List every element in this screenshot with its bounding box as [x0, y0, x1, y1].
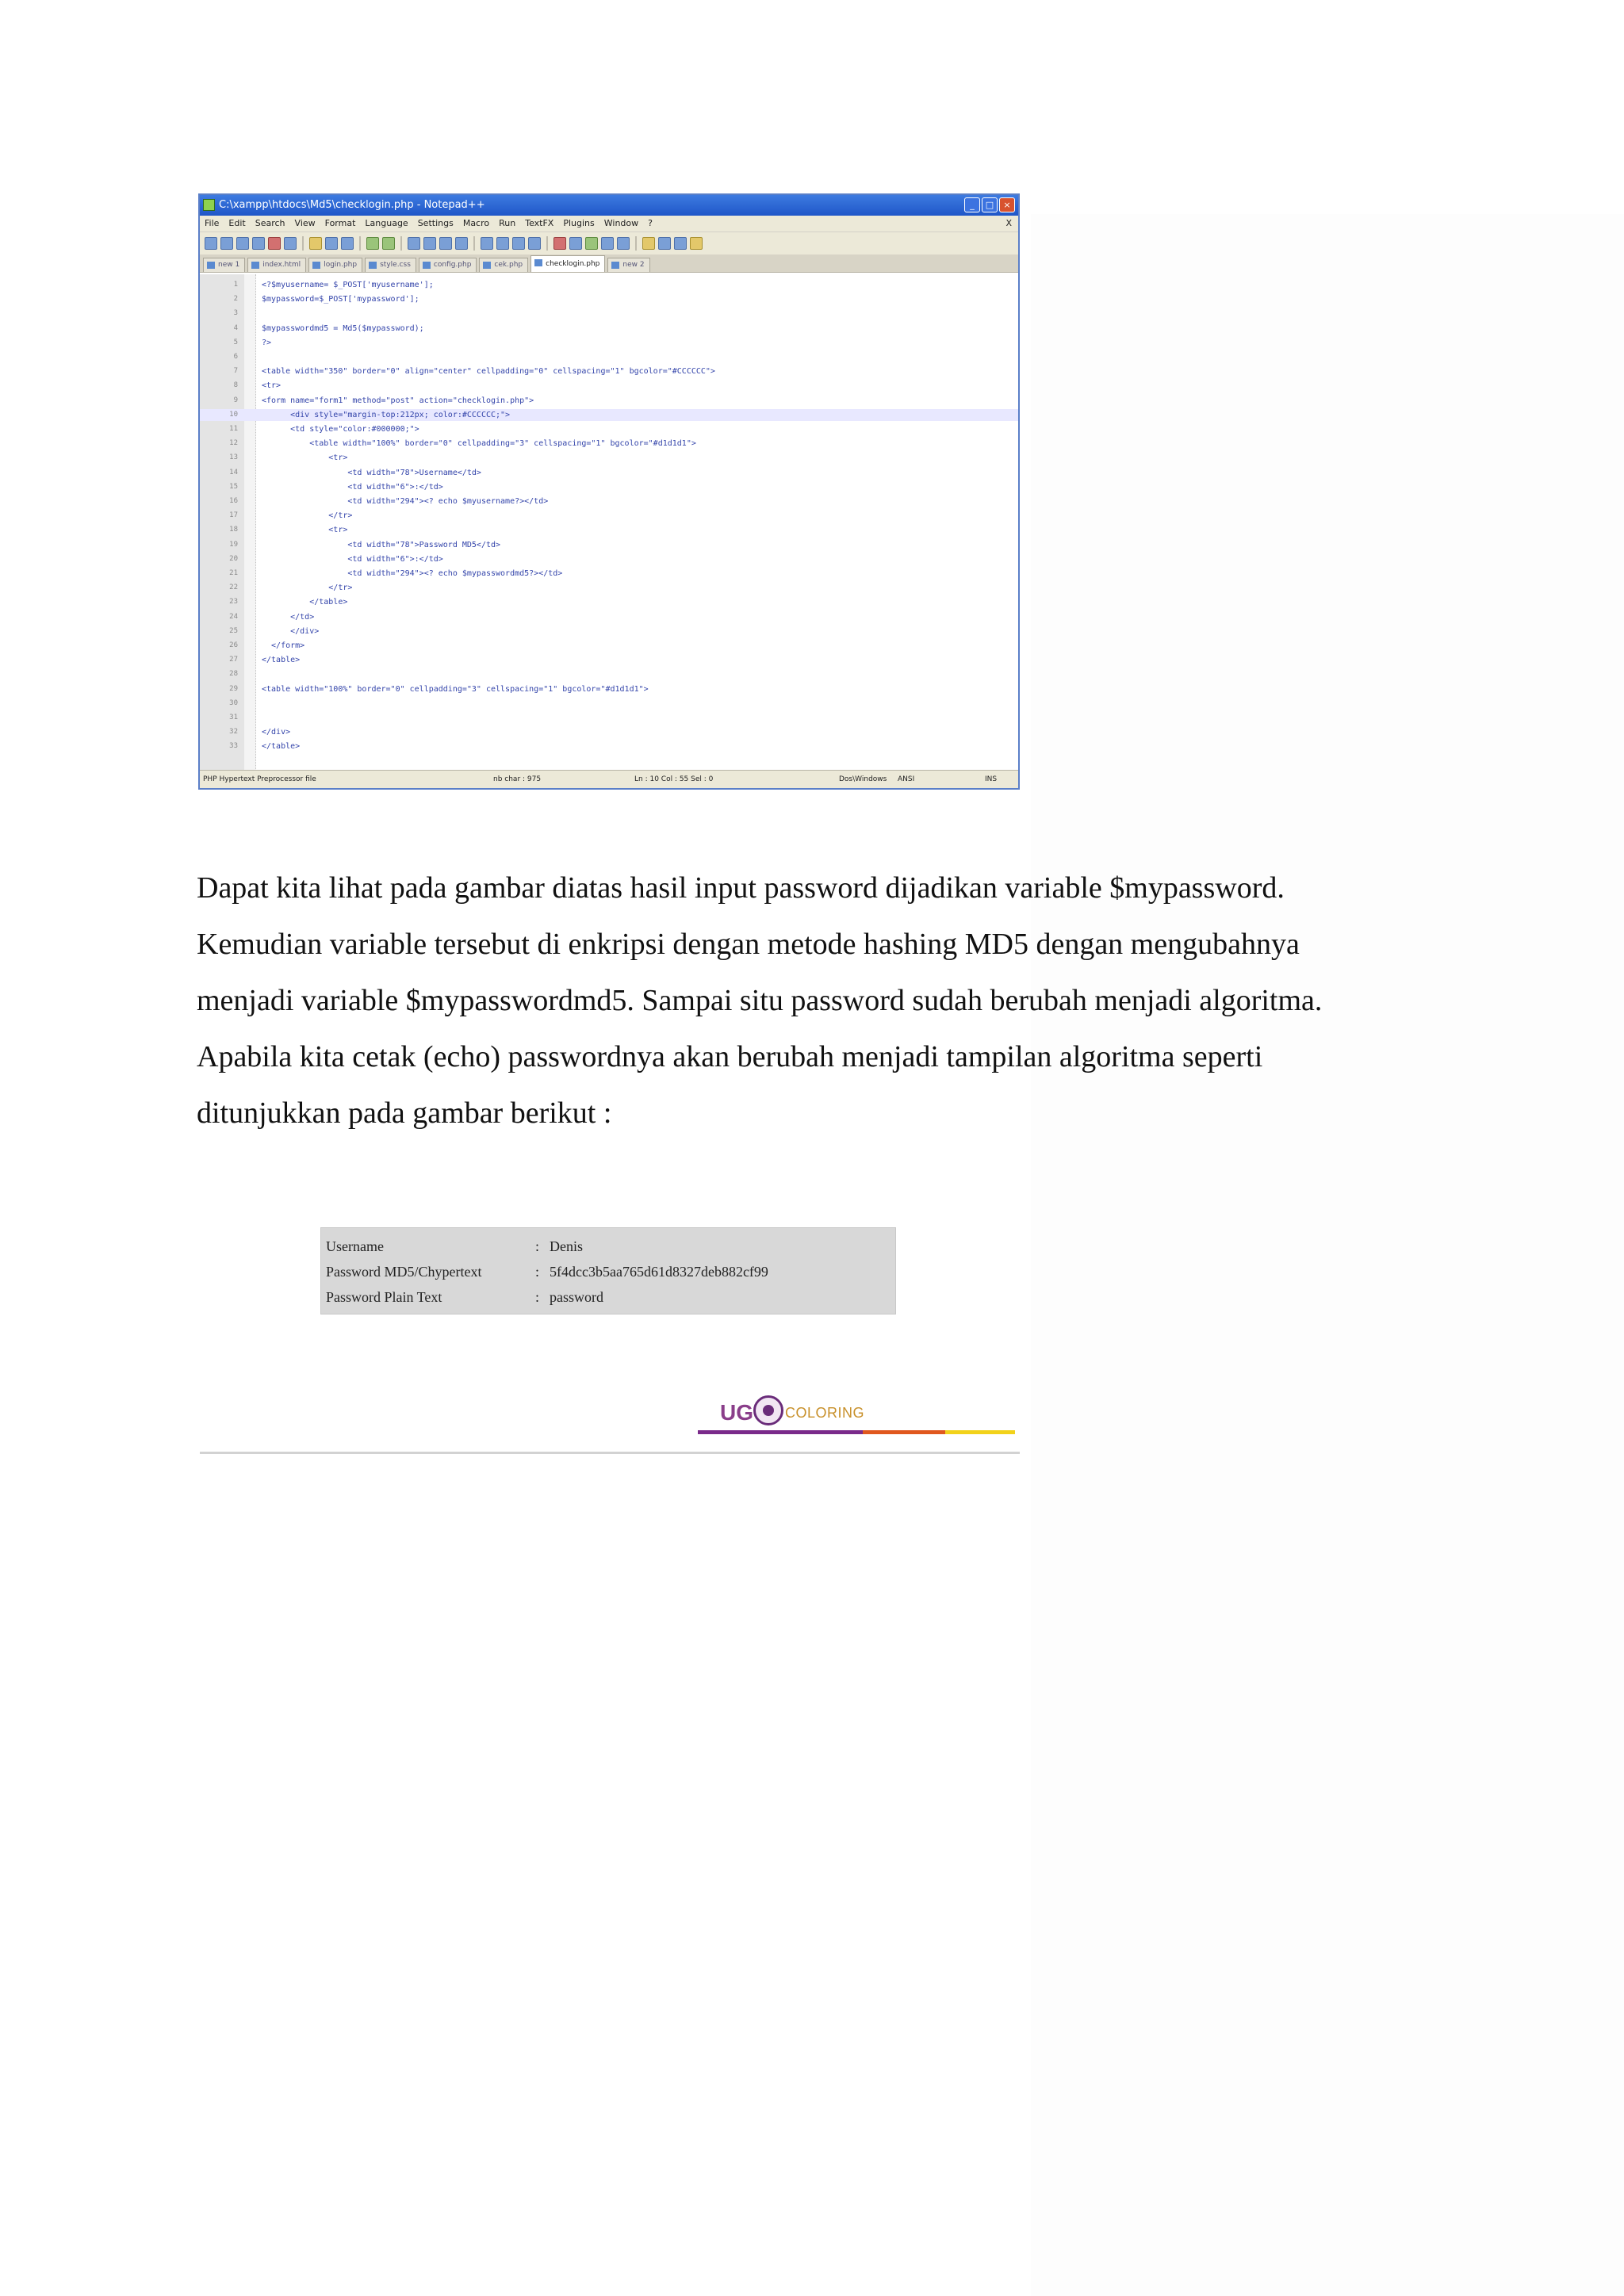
code-line — [200, 395, 1018, 407]
line-number: 28 — [229, 670, 238, 679]
file-tab[interactable]: login.php — [308, 258, 362, 272]
line-number: 18 — [229, 526, 238, 534]
menu-bar — [200, 216, 1018, 232]
menu-item[interactable]: Language — [365, 218, 408, 228]
code-text: <td width="78">Password MD5</td> — [262, 540, 501, 549]
code-line — [200, 726, 1018, 738]
code-text: </form> — [262, 641, 305, 650]
result-label: Username — [326, 1238, 384, 1254]
status-position: Ln : 10 Col : 55 Sel : 0 — [634, 775, 714, 783]
line-number: 32 — [229, 728, 238, 737]
code-line — [200, 740, 1018, 752]
code-line — [200, 323, 1018, 335]
new-file-icon[interactable] — [205, 237, 217, 250]
code-text: $mypasswordmd5 = Md5($mypassword); — [262, 323, 424, 333]
line-number: 15 — [229, 482, 238, 491]
code-line — [200, 380, 1018, 392]
line-number: 14 — [229, 468, 238, 476]
fold-margin — [244, 274, 256, 771]
footer-rule — [200, 1452, 1020, 1454]
code-line — [200, 553, 1018, 565]
code-text: <div style="margin-top:212px; color:#CCCCCC;"> — [262, 410, 511, 419]
line-number: 13 — [229, 453, 238, 462]
stop-macro-icon[interactable] — [569, 237, 582, 250]
line-number: 26 — [229, 641, 238, 649]
line-number: 31 — [229, 714, 238, 721]
find-icon[interactable] — [408, 237, 420, 250]
code-line — [200, 438, 1018, 450]
file-tab[interactable]: new 1 — [203, 258, 245, 272]
result-row — [321, 1285, 895, 1309]
code-line — [200, 640, 1018, 652]
maximize-icon[interactable]: □ — [982, 197, 998, 212]
save-macro-icon[interactable] — [617, 237, 630, 250]
doc-map-icon[interactable] — [674, 237, 687, 250]
notepad-app-icon — [203, 199, 215, 211]
line-number: 5 — [233, 338, 238, 346]
word-wrap-icon[interactable] — [496, 237, 509, 250]
open-file-icon[interactable] — [220, 237, 233, 250]
cut-icon[interactable] — [309, 237, 322, 250]
page-shade — [1031, 214, 1624, 2296]
undo-icon[interactable] — [366, 237, 379, 250]
result-table — [320, 1227, 896, 1314]
menu-item[interactable]: Search — [255, 218, 285, 228]
code-text: $mypassword=$_POST['mypassword']; — [262, 295, 419, 304]
line-number: 7 — [233, 367, 238, 376]
pin-icon[interactable] — [690, 237, 703, 250]
result-colon: : — [535, 1238, 540, 1254]
result-row — [321, 1260, 895, 1284]
line-number: 27 — [229, 656, 238, 664]
code-line — [200, 308, 1018, 320]
show-all-chars-icon[interactable] — [512, 237, 525, 250]
save-icon[interactable] — [236, 237, 249, 250]
code-line — [200, 351, 1018, 363]
file-tab[interactable]: config.php — [419, 258, 477, 272]
result-value: Denis — [550, 1238, 583, 1254]
line-number: 25 — [229, 626, 238, 635]
status-eol: Dos\Windows — [839, 775, 887, 783]
file-tab[interactable]: style.css — [365, 258, 416, 272]
logo-ug-text: UG — [720, 1400, 753, 1425]
window-title: C:\xampp\htdocs\Md5\checklogin.php - Notepad++ — [219, 199, 485, 211]
result-label: Password Plain Text — [326, 1289, 442, 1305]
code-line — [200, 698, 1018, 710]
menu-item[interactable]: Edit — [228, 218, 246, 228]
code-line — [200, 409, 1018, 421]
toolbar-separator — [473, 236, 475, 251]
zoom-in-icon[interactable] — [439, 237, 452, 250]
code-line — [200, 568, 1018, 580]
code-text: <td style="color:#000000;"> — [262, 425, 419, 434]
file-tab[interactable]: new 2 — [607, 258, 649, 272]
code-line — [200, 481, 1018, 493]
result-value: password — [550, 1289, 603, 1305]
line-number: 1 — [233, 281, 238, 289]
line-number: 21 — [229, 569, 238, 577]
save-all-icon[interactable] — [252, 237, 265, 250]
code-text: <tr> — [262, 453, 348, 463]
code-line — [200, 496, 1018, 507]
replace-icon[interactable] — [423, 237, 436, 250]
line-number: 17 — [229, 511, 238, 520]
code-line — [200, 524, 1018, 536]
file-tab[interactable]: checklogin.php — [530, 255, 605, 272]
line-number: 29 — [229, 684, 238, 693]
line-number: 24 — [229, 612, 238, 621]
copy-icon[interactable] — [325, 237, 338, 250]
toolbar-separator — [546, 236, 548, 251]
code-line — [200, 279, 1018, 291]
editor-screenshot — [198, 193, 1020, 790]
line-number: 2 — [233, 295, 238, 304]
result-value: 5f4dcc3b5aa765d61d8327deb882cf99 — [550, 1264, 768, 1280]
line-number: 12 — [229, 439, 238, 448]
code-text: <tr> — [262, 526, 348, 535]
code-line — [200, 611, 1018, 623]
logo-seal-icon — [753, 1395, 783, 1425]
line-number: 8 — [233, 381, 238, 390]
code-line — [200, 654, 1018, 666]
line-number: 33 — [229, 742, 238, 751]
status-mode: INS — [985, 775, 998, 783]
code-text: </table> — [262, 598, 348, 607]
code-text: </div> — [262, 728, 291, 737]
status-length: nb char : 975 — [493, 775, 542, 783]
result-colon: : — [535, 1264, 540, 1280]
status-file-type: PHP Hypertext Preprocessor file — [203, 775, 316, 783]
code-text: <table width="100%" border="0" cellpadding="3" cellspacing="1" bgcolor="#d1d1d1"> — [262, 439, 696, 449]
menu-item[interactable]: Settings — [417, 218, 454, 228]
print-icon[interactable] — [284, 237, 297, 250]
code-text: </table> — [262, 742, 301, 752]
code-text: </table> — [262, 656, 301, 665]
line-number: 23 — [229, 598, 238, 607]
file-tab[interactable]: index.html — [247, 258, 306, 272]
code-editor[interactable] — [200, 274, 1018, 771]
code-text: </td> — [262, 612, 315, 622]
code-text: <td width="6">:</td> — [262, 554, 443, 564]
line-number: 22 — [229, 584, 238, 592]
code-text: <table width="100%" border="0" cellpadding="3" cellspacing="1" bgcolor="#d1d1d1"> — [262, 684, 649, 694]
code-text: <form name="form1" method="post" action="checklogin.php"> — [262, 396, 534, 405]
code-text: <td width="78">Username</td> — [262, 468, 481, 477]
window-title-bar — [200, 195, 1018, 216]
result-row — [321, 1234, 895, 1258]
paragraph-line: Apabila kita cetak (echo) passwordnya akan berubah menjadi tampilan algoritma seperti — [197, 1040, 1263, 1073]
ug-coloring-logo — [698, 1389, 1031, 1437]
code-text: <tr> — [262, 381, 282, 391]
menu-close-icon[interactable]: X — [1005, 218, 1012, 228]
body-paragraph — [197, 860, 1434, 1142]
code-text: <td width="294"><? echo $myusername?></td> — [262, 497, 549, 506]
code-line — [200, 337, 1018, 349]
line-number: 11 — [229, 425, 238, 433]
code-text: <td width="6">:</td> — [262, 482, 443, 492]
menu-item[interactable]: Plugins — [563, 218, 595, 228]
line-number: 20 — [229, 554, 238, 563]
code-line — [200, 626, 1018, 637]
paragraph-line: ditunjukkan pada gambar berikut : — [197, 1096, 612, 1130]
code-text: </tr> — [262, 511, 353, 521]
code-line — [200, 510, 1018, 522]
line-number: 19 — [229, 540, 238, 549]
code-text: <table width="350" border="0" align="center" cellpadding="0" cellspacing="1" bgcolor="#CCCCCC"> — [262, 367, 715, 377]
result-colon: : — [535, 1289, 540, 1305]
paragraph-line: Dapat kita lihat pada gambar diatas hasil input password dijadikan variable $mypassword. — [197, 871, 1285, 905]
code-text: <?$myusername= $_POST['myusername']; — [262, 281, 434, 289]
close-file-icon[interactable] — [268, 237, 281, 250]
line-number-gutter — [200, 274, 245, 771]
toolbar — [200, 232, 1018, 254]
code-line — [200, 293, 1018, 305]
record-macro-icon[interactable] — [553, 237, 566, 250]
close-icon[interactable]: × — [999, 197, 1015, 212]
paragraph-line: menjadi variable $mypasswordmd5. Sampai situ password sudah berubah menjadi algoritma. — [197, 984, 1323, 1017]
code-line — [200, 596, 1018, 608]
menu-item[interactable]: Window — [603, 218, 639, 228]
code-line — [200, 712, 1018, 724]
code-text: <td width="294"><? echo $mypasswordmd5?></td> — [262, 569, 563, 578]
play-macro-icon[interactable] — [585, 237, 598, 250]
toolbar-separator — [359, 236, 361, 251]
zoom-out-icon[interactable] — [455, 237, 468, 250]
window-controls — [964, 197, 1015, 212]
code-line — [200, 539, 1018, 551]
menu-item[interactable]: Format — [324, 218, 356, 228]
line-number: 4 — [233, 323, 238, 332]
indent-guide-icon[interactable] — [528, 237, 541, 250]
menu-item[interactable]: View — [294, 218, 316, 228]
menu-item[interactable]: Macro — [462, 218, 490, 228]
panel-icon[interactable] — [658, 237, 671, 250]
code-line — [200, 683, 1018, 695]
run-macro-icon[interactable] — [601, 237, 614, 250]
menu-item[interactable]: File — [205, 218, 220, 228]
menu-item[interactable]: TextFX — [525, 218, 554, 228]
code-line — [200, 423, 1018, 435]
minimize-icon[interactable]: _ — [964, 197, 980, 212]
paste-icon[interactable] — [341, 237, 354, 250]
status-bar — [200, 770, 1018, 788]
logo-coloring-text: COLORING — [785, 1405, 865, 1421]
file-tab-bar — [200, 254, 1018, 273]
code-line — [200, 452, 1018, 464]
redo-icon[interactable] — [382, 237, 395, 250]
toolbar-separator — [635, 236, 637, 251]
code-text: </tr> — [262, 584, 353, 593]
code-line — [200, 365, 1018, 377]
line-number: 10 — [229, 410, 238, 419]
toolbar-separator — [400, 236, 402, 251]
code-line — [200, 582, 1018, 594]
menu-item[interactable]: Run — [499, 218, 516, 228]
code-text: ?> — [262, 338, 272, 347]
sync-scroll-icon[interactable] — [481, 237, 493, 250]
line-number: 9 — [233, 396, 238, 404]
line-number: 16 — [229, 497, 238, 505]
result-label: Password MD5/Chypertext — [326, 1264, 482, 1280]
line-number: 30 — [229, 698, 238, 707]
menu-item[interactable]: ? — [648, 218, 653, 228]
code-text: </div> — [262, 626, 320, 636]
paragraph-line: Kemudian variable tersebut di enkripsi dengan metode hashing MD5 dengan mengubahnya — [197, 928, 1300, 961]
toolbar-separator — [302, 236, 304, 251]
code-line — [200, 467, 1018, 479]
spell-check-icon[interactable] — [642, 237, 655, 250]
status-encoding: ANSI — [898, 775, 915, 783]
line-number: 3 — [233, 309, 238, 318]
file-tab[interactable]: cek.php — [479, 258, 528, 272]
logo-color-stripe — [698, 1430, 1015, 1434]
line-number: 6 — [233, 353, 238, 361]
code-line — [200, 668, 1018, 680]
